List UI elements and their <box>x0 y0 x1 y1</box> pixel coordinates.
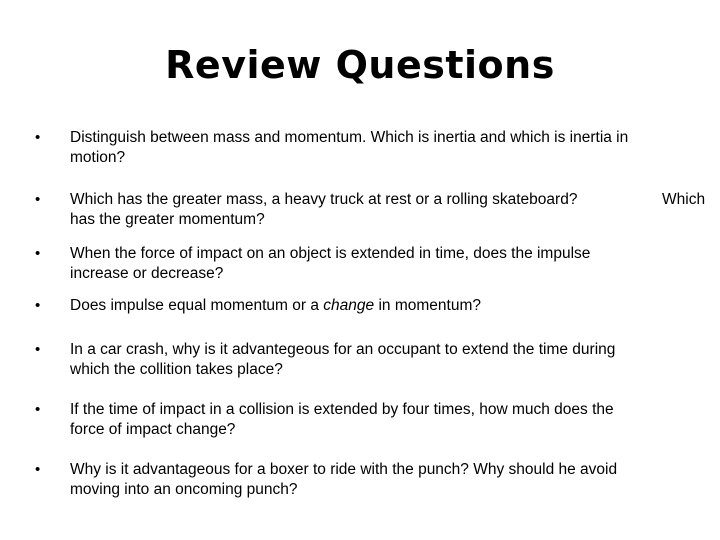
bullet: • <box>35 341 41 358</box>
bullet: • <box>35 297 41 314</box>
bullet: • <box>35 245 41 262</box>
question-text: Distinguish between mass and momentum. Which is inertia and which is inertia in motion? <box>70 129 629 166</box>
emphasized-word: change <box>323 297 375 314</box>
bullet: • <box>35 129 41 146</box>
bullet: • <box>35 191 41 208</box>
question-text: When the force of impact on an object is extended in time, does the impulse increase or decrease? <box>70 245 591 282</box>
question-text-start: Does impulse equal momentum or a <box>70 297 324 314</box>
question-text: If the time of impact in a collision is extended by four times, how much does the force of impact change? <box>70 401 614 438</box>
question-text <box>70 296 690 316</box>
question-text: In a car crash, why is it advantegeous for an occupant to extend the time during which the collition takes place? <box>70 341 616 378</box>
question-text: Why is it advantageous for a boxer to ride with the punch? Why should he avoid moving into an oncoming punch? <box>70 461 618 498</box>
question-text: Which has the greater mass, a heavy truck at rest or a rolling skateboard? has the greater momentum? <box>70 191 578 228</box>
question-text-trailing: Which <box>662 191 706 208</box>
slide-title: Review Questions <box>165 43 555 87</box>
question-text-end: in momentum? <box>374 297 481 314</box>
bullet: • <box>35 401 41 418</box>
bullet: • <box>35 461 41 478</box>
